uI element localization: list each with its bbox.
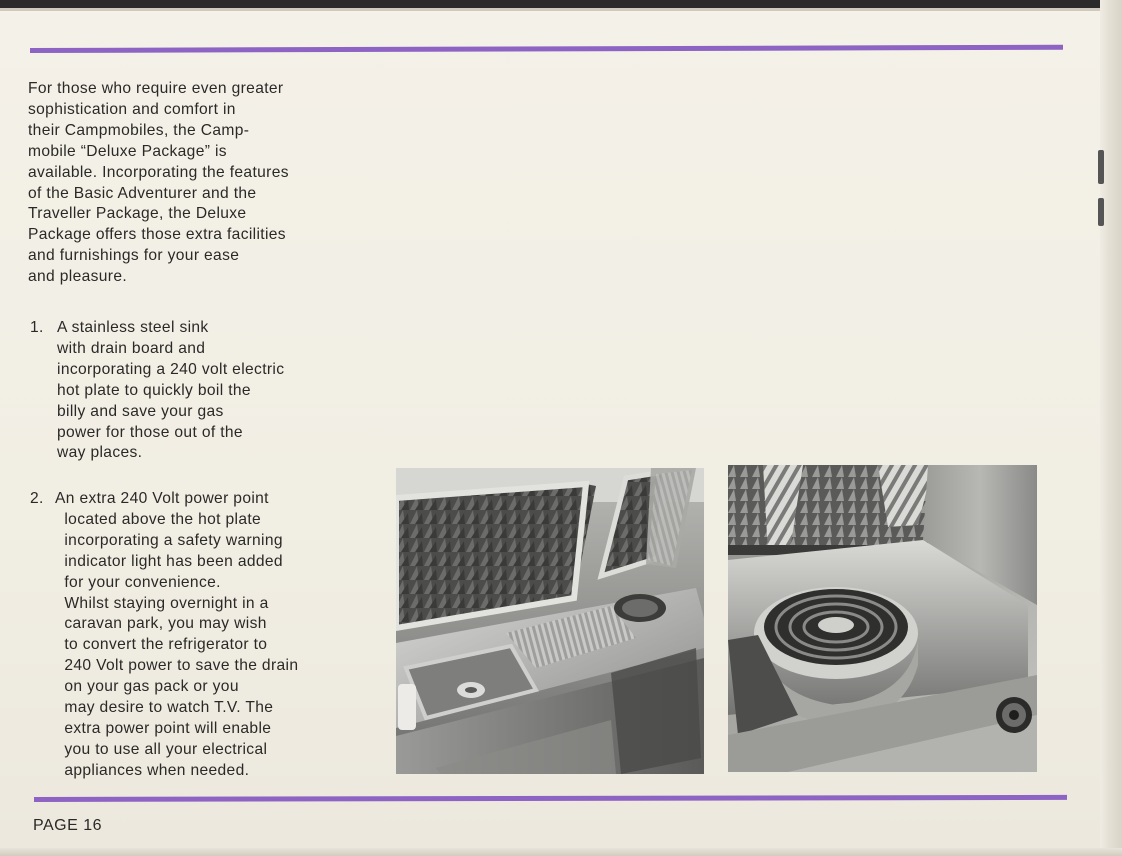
item-2-text: An extra 240 Volt power point located above the hot plate incorporating a safety warning indicator light has been added for your convenience. Whilst staying overnight in a caravan park, you may wish to convert the refrigerator to 240 Volt power to save the drain on your gas pack or you may desire to watch T.V. The extra power point will enable you to use all your electrical appliances when needed. [55,490,299,779]
page-right-edge [1100,0,1122,856]
page-bottom-edge [0,848,1122,856]
binder-clip-top [1098,150,1104,184]
page-number: PAGE 16 [33,817,103,834]
page-top-shadow [0,8,1122,11]
intro-paragraph: For those who require even greater sophistication and comfort in their Campmobiles, the Camp- mobile “Deluxe Package” is available. Incorporating the features of the Basic Adventurer and the Traveller Package, the Deluxe Package offers those extra facilities and furnishings for your ease and pleasure. [28,80,289,286]
item-1-number: 1. [30,319,44,336]
binder-clip-bottom [1098,198,1104,226]
bottom-divider-rule [34,795,1067,802]
page-top-edge [0,0,1122,8]
item-2-number: 2. [30,490,44,507]
hotplate-closeup-photo [728,465,1037,772]
item-1-text: A stainless steel sink with drain board and incorporating a 240 volt electric hot plate to quickly boil the billy and save your gas power for those out of the way places. [57,319,285,462]
top-divider-rule [30,45,1063,53]
sink-hotplate-photo [396,468,704,774]
